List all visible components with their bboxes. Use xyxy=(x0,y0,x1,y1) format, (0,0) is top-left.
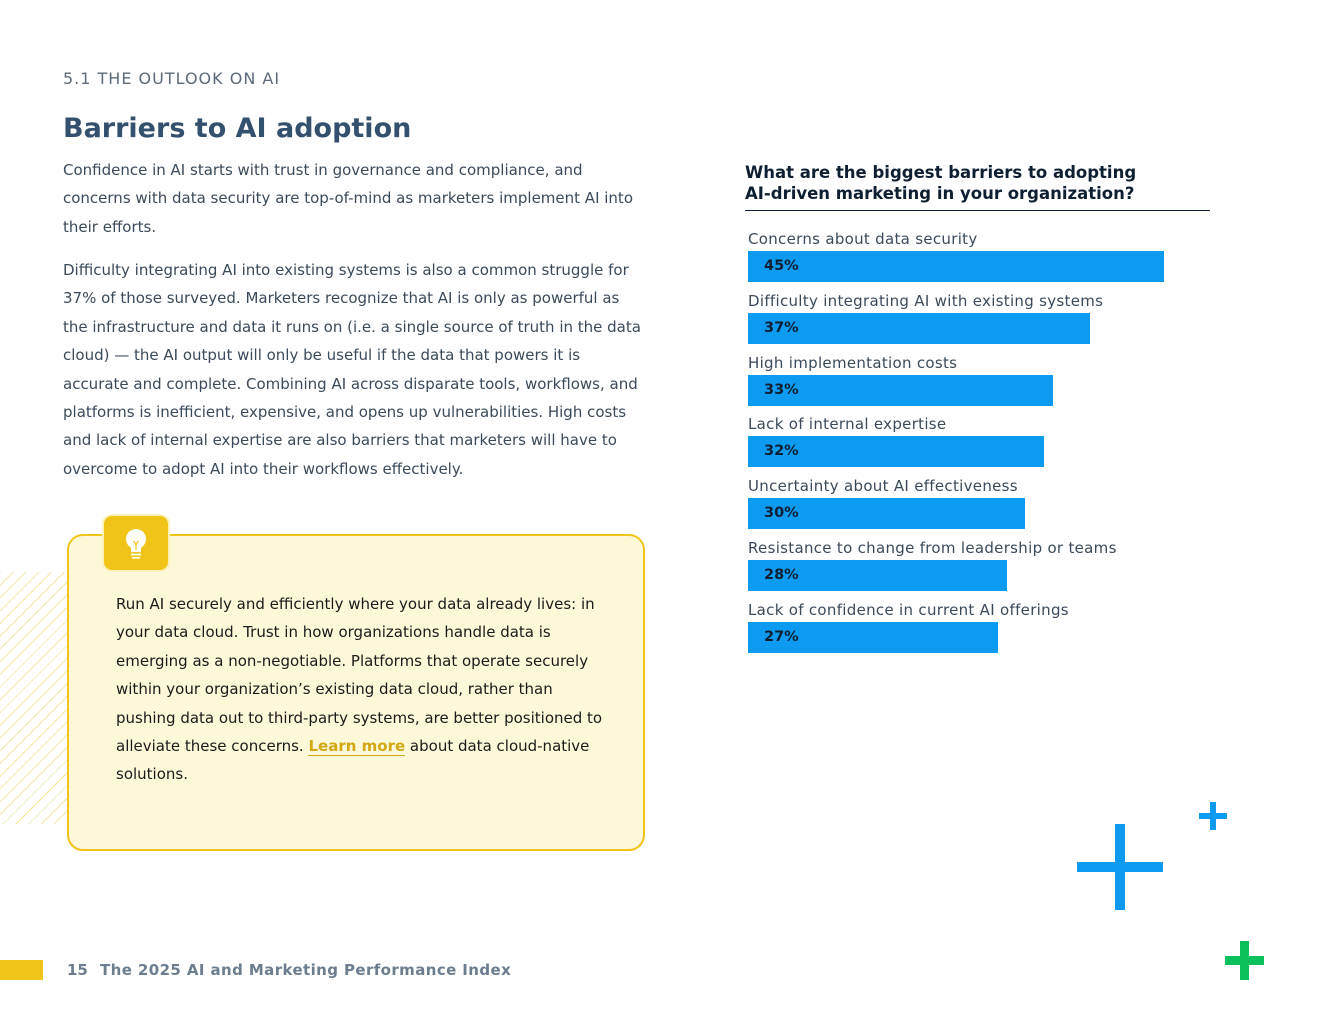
bar-category-label: Difficulty integrating AI with existing systems xyxy=(748,291,1104,310)
bar-category-label: Resistance to change from leadership or teams xyxy=(748,539,1117,557)
bar xyxy=(748,622,998,653)
section-label: 5.1 THE OUTLOOK ON AI xyxy=(63,69,281,88)
bar-value-label: 37% xyxy=(764,319,799,336)
bar-row xyxy=(748,601,1218,661)
callout-text xyxy=(116,590,612,789)
body-paragraph: Difficulty integrating AI into existing systems is also a common struggle for 37% of those surveyed. Marketers recognize that AI is only as powerful as the infrastructure and data it runs on (i.e. a single source of truth in the data cloud) — the AI output will only be useful if the data that powers it is accurate and complete. Combining AI across disparate tools, workflows, and platforms is inefficient, expensive, and opens up vulnerabilities. High costs and lack of internal expertise are also barriers that marketers will have to overcome to adopt AI into their workflows effectively. xyxy=(63,261,641,478)
callout-badge xyxy=(102,514,170,572)
bar xyxy=(748,560,1007,591)
bar-category-label: Concerns about data security xyxy=(748,230,978,248)
bar-row xyxy=(748,230,1218,290)
bar-value-label: 33% xyxy=(764,381,799,398)
bar-category-label: Uncertainty about AI effectiveness xyxy=(748,477,1018,496)
plus-icon-large-blue xyxy=(1077,824,1163,910)
bar-row xyxy=(748,354,1218,414)
callout-body: Run AI securely and efficiently where your data already lives: in your data cloud. Trust in how organizations handle data is emerging as a non-negotiable. Platforms that operate securely within your organization’s existing data cloud, rather than pushing data out to third-party systems, are better positioned to alleviate these concerns. xyxy=(116,595,603,756)
bar xyxy=(748,313,1090,344)
bar xyxy=(748,436,1044,467)
chart-title-line2: AI-driven marketing in your organization? xyxy=(745,184,1135,203)
bar-value-label: 30% xyxy=(764,505,799,522)
intro-paragraph: Confidence in AI starts with trust in governance and compliance, and concerns with data security are top-of-mind as marketers implement AI into their efforts. xyxy=(63,161,633,236)
chart-title xyxy=(745,162,1210,211)
bar-value-label: 32% xyxy=(764,443,799,460)
bar-row xyxy=(748,415,1218,475)
bar-value-label: 45% xyxy=(764,258,799,274)
page-number: 15 xyxy=(67,961,88,979)
page-title: Barriers to AI adoption xyxy=(63,113,412,144)
lightbulb-icon xyxy=(118,525,154,561)
decorative-stripes xyxy=(0,572,72,824)
bar-row xyxy=(748,477,1218,537)
callout-link-suffix: about data cloud-native solutions. xyxy=(116,737,590,784)
bar-row xyxy=(748,539,1218,599)
footer-document-title: The 2025 AI and Marketing Performance Index xyxy=(100,961,512,979)
bar xyxy=(748,375,1053,406)
learn-more-link[interactable]: Learn more xyxy=(308,737,406,756)
bar-row xyxy=(748,292,1218,352)
bar xyxy=(748,498,1025,529)
bar-category-label: Lack of confidence in current AI offerings xyxy=(748,600,1069,619)
bar-value-label: 27% xyxy=(764,628,799,645)
chart-title-line1: What are the biggest barriers to adopting xyxy=(745,163,1137,182)
bar-category-label: High implementation costs xyxy=(748,353,958,372)
bar-value-label: 28% xyxy=(764,567,799,583)
plus-icon-green xyxy=(1225,941,1264,980)
plus-icon-small-blue xyxy=(1199,802,1227,830)
footer-accent-bar xyxy=(0,960,43,980)
bar xyxy=(748,251,1164,282)
bar-category-label: Lack of internal expertise xyxy=(748,415,947,434)
